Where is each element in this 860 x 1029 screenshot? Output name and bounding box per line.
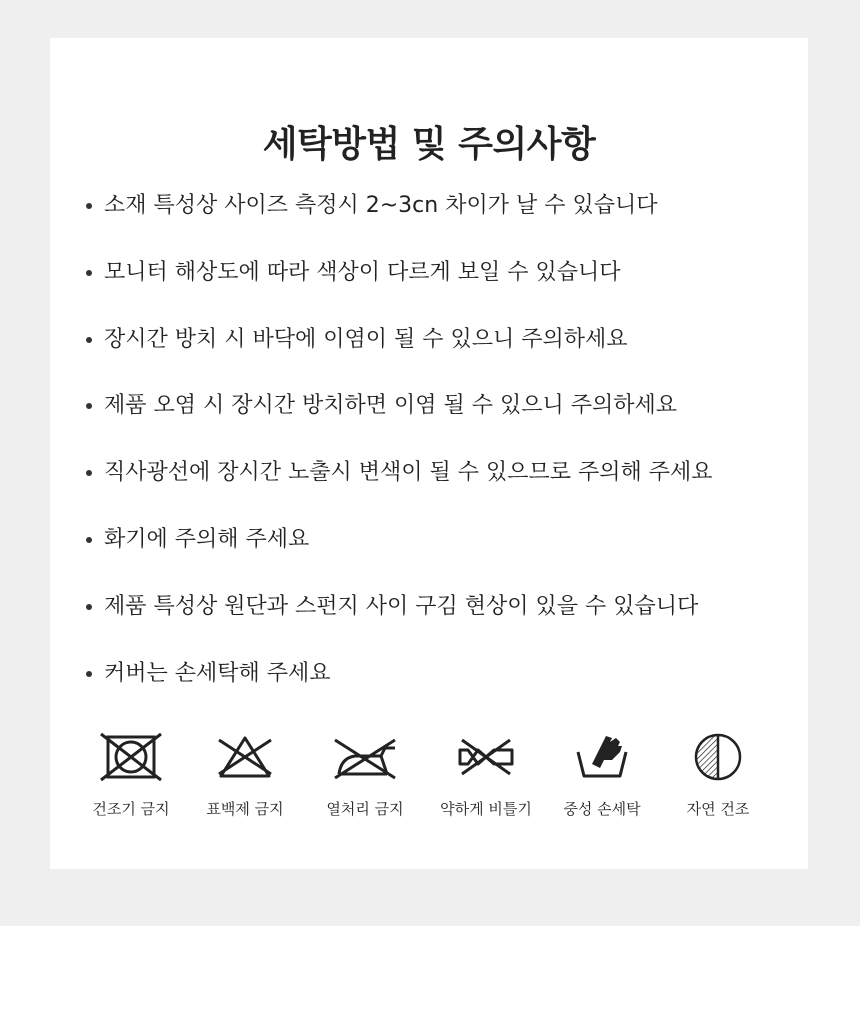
note-text: 제품 오염 시 장시간 방치하면 이염 될 수 있으니 주의하세요: [104, 393, 677, 419]
page-title: 세탁방법 및 주의사항: [262, 124, 596, 165]
no-tumble-dry-icon: [99, 730, 163, 784]
bullet-icon: [86, 671, 92, 677]
care-label: 표백제 금지: [206, 800, 284, 818]
note-text: 모니터 해상도에 따라 색상이 다르게 보일 수 있습니다: [104, 259, 621, 285]
no-iron-icon: [329, 730, 401, 784]
bullet-icon: [86, 537, 92, 543]
no-wring-icon: [454, 730, 518, 784]
care-symbol-wring: [426, 730, 546, 819]
bullet-icon: [86, 604, 92, 610]
care-label: 건조기 금지: [92, 800, 170, 818]
hand-wash-icon: [570, 730, 634, 784]
list-item: [82, 518, 713, 585]
care-symbol-bleach: [185, 730, 305, 819]
care-label: 중성 손세탁: [563, 800, 641, 818]
no-bleach-icon: [213, 730, 277, 784]
bullet-icon: [86, 203, 92, 209]
note-text: 장시간 방치 시 바닥에 이염이 될 수 있으니 주의하세요: [104, 326, 628, 352]
care-symbols: [50, 730, 808, 830]
list-item: [82, 318, 713, 385]
note-text: 직사광선에 장시간 노출시 변색이 될 수 있으므로 주의해 주세요: [104, 460, 713, 486]
note-text: 제품 특성상 원단과 스펀지 사이 구김 현상이 있을 수 있습니다: [104, 593, 699, 619]
bullet-icon: [86, 403, 92, 409]
bullet-icon: [86, 270, 92, 276]
care-symbol-tumble-dry: [71, 730, 191, 819]
list-item: [82, 251, 713, 318]
care-symbol-hand-wash: [542, 730, 662, 819]
bullet-icon: [86, 337, 92, 343]
care-instructions-card: [50, 38, 808, 869]
list-item: [82, 184, 713, 251]
list-item: [82, 451, 713, 518]
list-item: [82, 384, 713, 451]
note-text: 소재 특성상 사이즈 측정시 2~3cn 차이가 날 수 있습니다: [104, 193, 658, 218]
note-text: 커버는 손세탁해 주세요: [104, 660, 331, 686]
care-label: 자연 건조: [686, 800, 750, 818]
line-dry-icon: [686, 730, 750, 784]
care-symbol-line-dry: [658, 730, 778, 819]
caution-list: [82, 184, 713, 718]
list-item: [82, 585, 713, 652]
care-symbol-iron: [305, 730, 425, 819]
list-item: [82, 652, 713, 719]
care-label: 열처리 금지: [326, 800, 404, 818]
bullet-icon: [86, 470, 92, 476]
care-label: 약하게 비틀기: [440, 800, 532, 818]
note-text: 화기에 주의해 주세요: [104, 526, 310, 552]
